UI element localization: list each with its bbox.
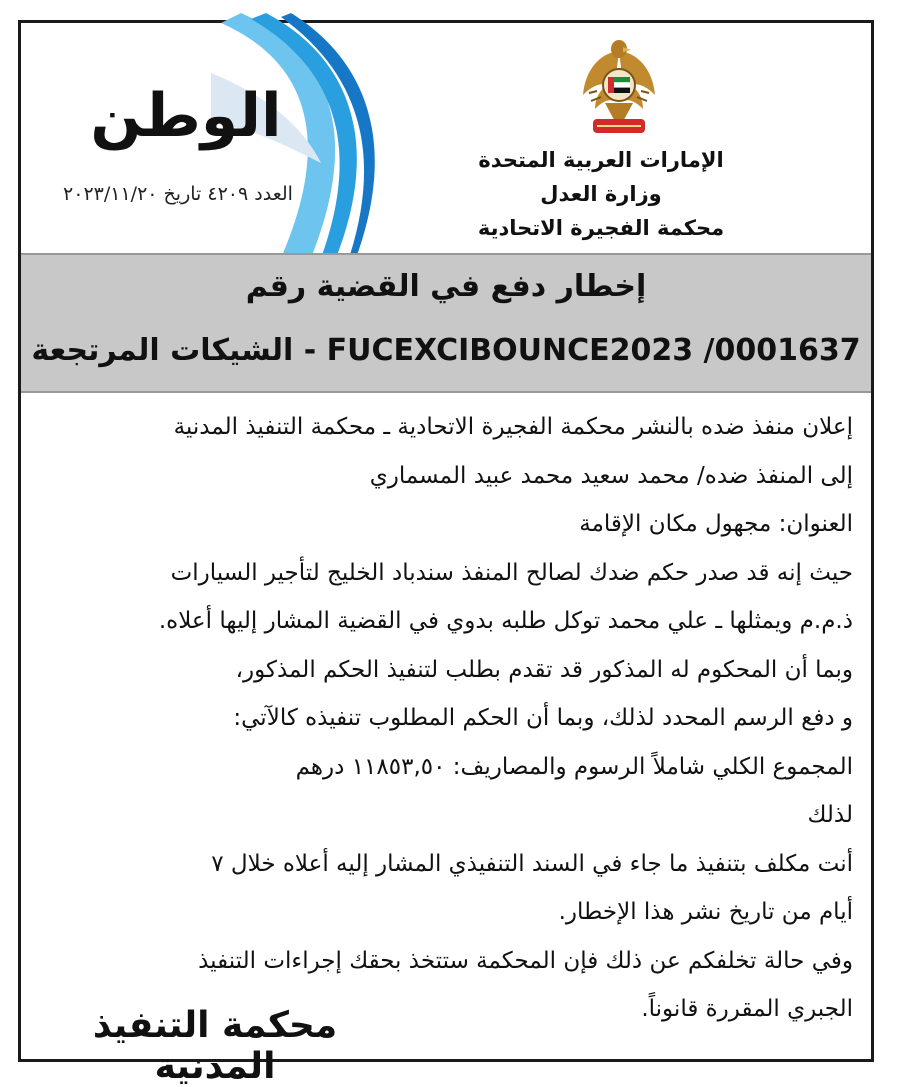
body-line: أنت مكلف بتنفيذ ما جاء في السند التنفيذي المشار إليه أعلاه خلال ٧ xyxy=(211,850,853,877)
ministry-line-court: محكمة الفجيرة الاتحادية xyxy=(477,216,725,240)
uae-emblem-icon xyxy=(579,33,659,143)
notice-body xyxy=(39,403,853,1034)
body-line: العنوان: مجهول مكان الإقامة xyxy=(579,511,853,537)
body-line: الجبري المقررة قانوناً. xyxy=(641,996,853,1022)
body-line: المجموع الكلي شاملاً الرسوم والمصاريف: ١١٨٥٣,٥٠ درهم xyxy=(295,753,853,780)
body-line: ذ.م.م ويمثلها ـ علي محمد توكل طلبه بدوي في القضية المشار إليها أعلاه. xyxy=(158,608,853,634)
body-line: إعلان منفذ ضده بالنشر محكمة الفجيرة الاتحادية ـ محكمة التنفيذ المدنية xyxy=(173,414,853,440)
newspaper-name: الوطن xyxy=(90,81,282,151)
case-number-title: FUCEXCIBOUNCE2023 /0001637 - الشيكات المرتجعة xyxy=(31,333,861,368)
body-line: وبما أن المحكوم له المذكور قد تقدم بطلب لتنفيذ الحكم المذكور، xyxy=(235,656,853,683)
ministry-line-ministry: وزارة العدل xyxy=(540,182,662,206)
body-line: وفي حالة تخلفكم عن ذلك فإن المحكمة ستتخذ بحقك إجراءات التنفيذ xyxy=(198,947,853,974)
body-line: إلى المنفذ ضده/ محمد سعيد محمد عبيد المسماري xyxy=(369,462,853,489)
title-band xyxy=(21,253,871,393)
notice-frame xyxy=(18,20,874,1087)
body-line: و دفع الرسم المحدد لذلك، وبما أن الحكم المطلوب تنفيذه كالآتي: xyxy=(233,705,853,731)
newspaper-block xyxy=(21,23,391,253)
ministry-line-country: الإمارات العربية المتحدة xyxy=(478,148,724,172)
body-line: لذلك xyxy=(807,802,853,828)
body-line: أيام من تاريخ نشر هذا الإخطار. xyxy=(558,899,853,925)
notice-title: إخطار دفع في القضية رقم xyxy=(245,269,647,304)
signature: محكمة التنفيذ المدنية xyxy=(92,1005,338,1087)
notice-header xyxy=(21,23,871,253)
body-line: حيث إنه قد صدر حكم ضدك لصالح المنفذ سندباد الخليج لتأجير السيارات xyxy=(170,559,853,586)
issue-line: العدد ٤٢٠٩ تاريخ ٢٠٢٣/١١/٢٠ xyxy=(63,183,293,205)
